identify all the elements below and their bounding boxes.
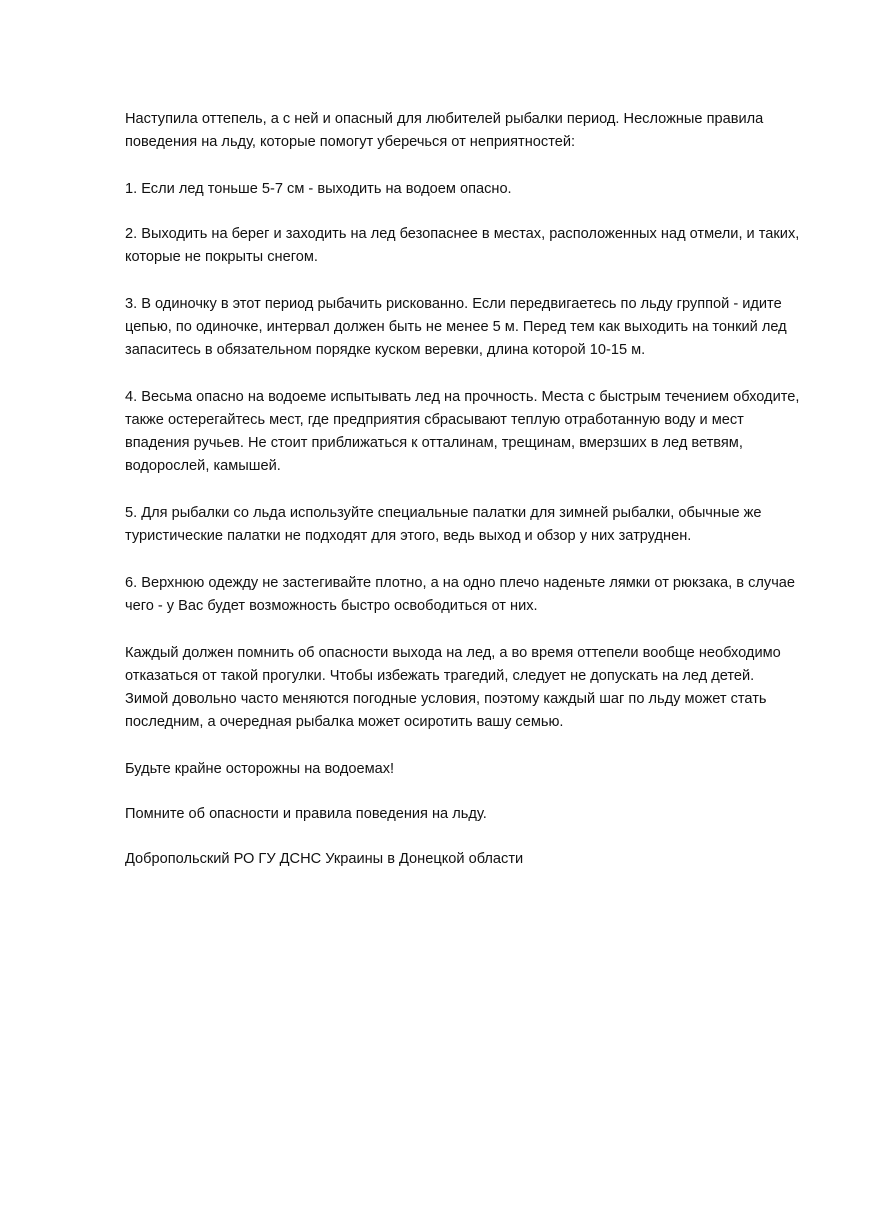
rule-3-paragraph: 3. В одиночку в этот период рыбачить рискованно. Если передвигаетесь по льду группой - идите цепью, по одиночке, интервал должен быть не менее 5 м. Перед тем как выходить на тонкий лед запаситесь в обязательном порядке куском веревки, длина которой 10-15 м. — [125, 295, 787, 359]
document-body — [125, 108, 800, 895]
rule-6-paragraph: 6. Верхнюю одежду не застегивайте плотно, а на одно плечо наденьте лямки от рюкзака, в случае чего - у Вас будет возможность быстро освободиться от них. — [125, 574, 796, 614]
rule-4-paragraph: 4. Весьма опасно на водоеме испытывать лед на прочность. Места с быстрым течением обходите, также остерегайтесь мест, где предприятия сбрасывают теплую отработанную воду и мест впадения ручьев. Не стоит приближаться к отталинам, трещинам, вмерзших в лед ветвям, водорослей, камышей. — [125, 388, 800, 475]
rule-5-paragraph: 5. Для рыбалки со льда используйте специальные палатки для зимней рыбалки, обычные же туристические палатки не подходят для этого, ведь выход и обзор у них затруднен. — [125, 505, 762, 545]
signature-paragraph: Добропольский РО ГУ ДСНС Украины в Донецкой области — [125, 851, 524, 868]
closing-paragraph: Каждый должен помнить об опасности выхода на лед, а во время оттепели вообще необходимо отказаться от такой прогулки. Чтобы избежать трагедий, следует не допускать на лед детей. Зимой довольно часто меняются погодные условия, поэтому каждый шаг по льду может стать последним, а очередная рыбалка может осиротить вашу семью. — [125, 644, 781, 731]
intro-paragraph: Наступила оттепель, а с ней и опасный для любителей рыбалки период. Несложные правила поведения на льду, которые помогут уберечься от неприятностей: — [125, 111, 764, 151]
rule-1-paragraph: 1. Если лед тоньше 5-7 см - выходить на водоем опасно. — [125, 180, 512, 197]
reminder-paragraph: Помните об опасности и правила поведения на льду. — [125, 806, 487, 822]
rule-2-paragraph: 2. Выходить на берег и заходить на лед безопаснее в местах, расположенных над отмели, и таких, которые не покрыты снегом. — [125, 226, 800, 266]
warning-paragraph: Будьте крайне осторожны на водоемах! — [125, 760, 395, 777]
